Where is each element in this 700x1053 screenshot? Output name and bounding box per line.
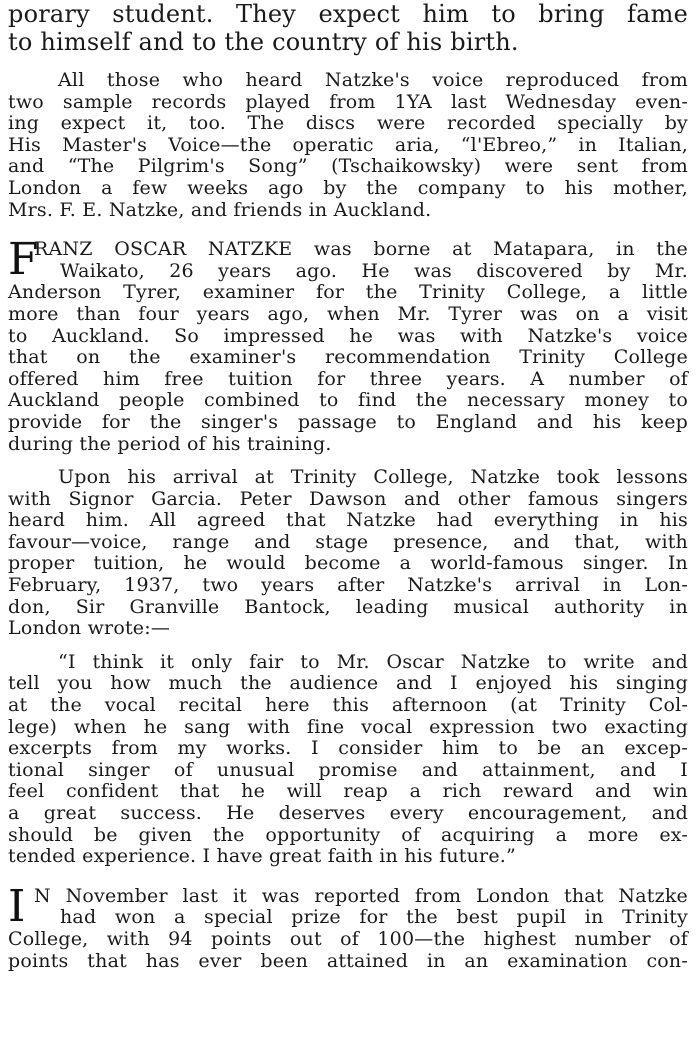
text-line: more than four years ago, when Mr. Tyrer was on a visit [8, 302, 688, 325]
text-line: and “The Pilgrim's Song” (Tschaikowsky) were sent from [8, 155, 688, 178]
text-line: tional singer of unusual promise and attainment, and I [8, 758, 688, 781]
text-line: London a few weeks ago by the company to his mother, [8, 176, 688, 199]
drop-cap: F [8, 234, 39, 286]
text-line: London wrote:— [8, 617, 171, 640]
text-line: proper tuition, he would become a world-famous singer. In [8, 552, 688, 575]
text-line: lege) when he sang with fine vocal expression two exacting [8, 715, 688, 738]
text-line: “I think it only fair to Mr. Oscar Natzke to write and [58, 650, 688, 673]
text-line: His Master's Voice—the operatic aria, “l'Ebreo,” in Italian, [8, 133, 688, 156]
text-line: to Auckland. So impressed he was with Natzke's voice [8, 324, 688, 347]
text-line: at the vocal recital here this afternoon (at Trinity Col- [8, 694, 688, 717]
text-line: offered him free tuition for three years. A number of [8, 367, 688, 390]
drop-cap: I [8, 880, 26, 932]
text-line: Waikato, 26 years ago. He was discovered by Mr. [60, 259, 688, 282]
text-line: tended experience. I have great faith in his future.” [8, 845, 516, 868]
article-column [8, 0, 688, 972]
text-line: All those who heard Natzke's voice reproduced from [58, 69, 688, 91]
paragraph-prize [8, 880, 688, 972]
text-line: a great success. He deserves every encouragement, and [8, 802, 688, 824]
text-line: should be given the opportunity of acquiring a more ex- [8, 823, 688, 846]
paragraph-biography [8, 234, 688, 455]
text-line: Auckland people combined to find the necessary money to [8, 389, 688, 412]
paragraph-records [8, 70, 688, 221]
text-line: porary student. They expect him to bring fame [8, 0, 688, 28]
intro-paragraph [8, 0, 688, 56]
text-line: had won a special prize for the best pupil in Trinity [60, 906, 688, 929]
text-line: that on the examiner's recommendation Trinity College [8, 346, 688, 369]
text-line: during the period of his training. [8, 432, 332, 455]
paragraph-trinity [8, 467, 688, 640]
text-line: Anderson Tyrer, examiner for the Trinity College, a little [8, 281, 688, 304]
text-line: February, 1937, two years after Natzke's arrival in Lon- [8, 574, 688, 597]
text-line: favour—voice, range and stage presence, and that, with [8, 530, 688, 553]
text-line: College, with 94 points out of 100—the highest number of [8, 927, 688, 950]
text-line: provide for the singer's passage to England and his keep [8, 410, 688, 433]
text-line: ing expect it, too. The discs were recorded specially by [8, 112, 688, 135]
text-line: tell you how much the audience and I enjoyed his singing [8, 672, 688, 695]
text-line: N November last it was reported from London that Natzke [34, 884, 688, 907]
text-line: two sample records played from 1YA last Wednesday even- [8, 90, 688, 113]
text-line: Upon his arrival at Trinity College, Natzke took lessons [58, 466, 688, 489]
paragraph-quote [8, 652, 688, 868]
text-line: don, Sir Granville Bantock, leading musical authority in [8, 595, 688, 618]
text-line: to himself and to the country of his birth. [8, 28, 519, 56]
text-line: with Signor Garcia. Peter Dawson and other famous singers [8, 487, 688, 510]
text-line: feel confident that he will reap a rich reward and win [8, 780, 688, 803]
text-line: RANZ OSCAR NATZKE was borne at Matapara, in the [34, 238, 688, 261]
text-line: Mrs. F. E. Natzke, and friends in Auckland. [8, 198, 432, 221]
text-line: heard him. All agreed that Natzke had everything in his [8, 509, 688, 532]
text-line: excerpts from my works. I consider him to be an excep- [8, 737, 688, 760]
text-line: points that has ever been attained in an examination con- [8, 949, 688, 972]
